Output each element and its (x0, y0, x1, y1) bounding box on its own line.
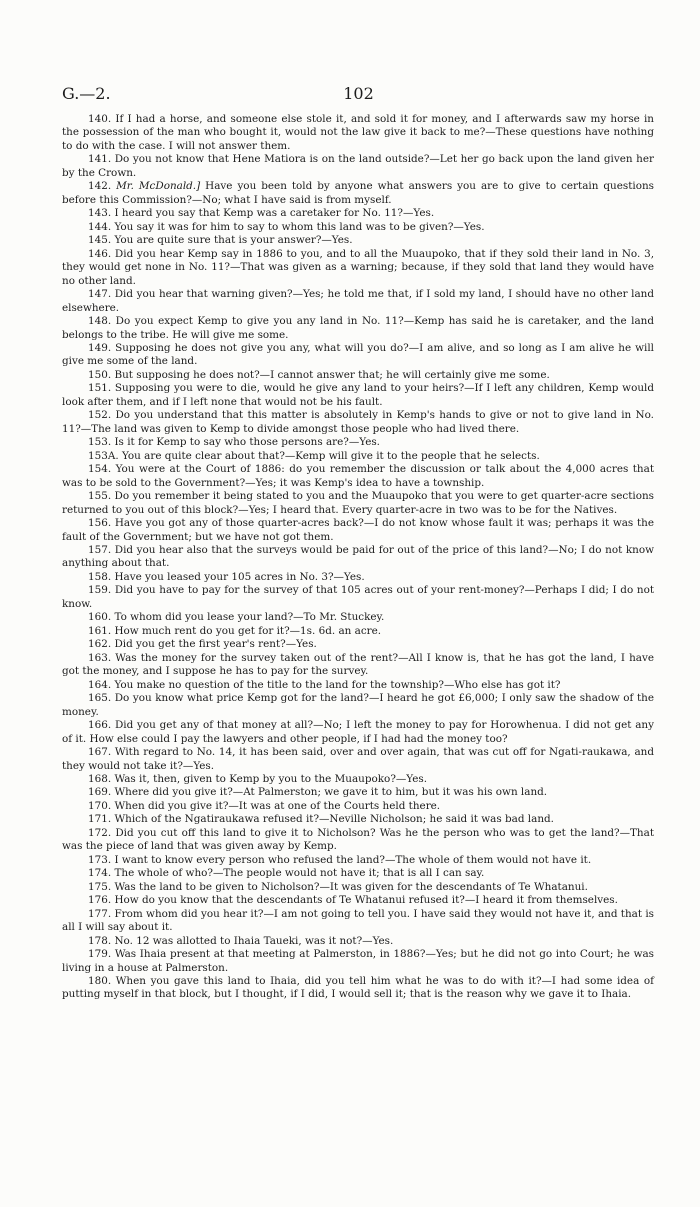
question-number: 169. (88, 786, 112, 799)
question-paragraph (62, 517, 654, 544)
question-text: Did you get any of that money at all?—No; I left the money to pay for Horowhenua. I did not get any of it. How else could I pay the lawyers and other people, if I had had the money too? (62, 719, 654, 745)
question-paragraph (62, 746, 654, 773)
question-paragraph (62, 369, 654, 382)
question-number: 171. (88, 813, 112, 826)
question-paragraph (62, 719, 654, 746)
question-number: 159. (88, 584, 112, 597)
question-paragraph (62, 948, 654, 975)
question-paragraph (62, 786, 654, 799)
question-text: Was it, then, given to Kemp by you to the Muaupoko?—Yes. (114, 772, 428, 785)
question-text: Have you got any of those quarter-acres back?—I do not know whose fault it was; perhaps it was the fault of the Government; but we have not got them. (62, 517, 655, 543)
question-text: From whom did you hear it?—I am not going to tell you. I have said they would not have it, and that is all I will say about it. (62, 907, 654, 934)
question-paragraph (62, 894, 654, 907)
question-paragraph (62, 450, 654, 463)
question-paragraph (62, 692, 654, 719)
question-paragraph (62, 207, 654, 220)
question-text: With regard to No. 14, it has been said, over and over again, that was cut off for Ngati-raukawa, and they would not take it?—Yes. (62, 746, 654, 772)
question-text: When you gave this land to Ihaia, did you tell him what he was to do with it?—I had some idea of putting myself in that block, but I thought, if I did, I would sell it; that is the reason why we gave it to Ihaia. (62, 975, 654, 1001)
question-number: 168. (88, 772, 112, 785)
question-paragraph (62, 153, 654, 180)
question-text: You are quite sure that is your answer?—Yes. (114, 234, 353, 247)
question-paragraph (62, 571, 654, 584)
question-paragraph (62, 854, 654, 867)
question-paragraph (62, 113, 654, 153)
question-text: Was the land to be given to Nicholson?—It was given for the descendants of Te Whatanui. (114, 880, 588, 893)
question-text: Have you leased your 105 acres in No. 3?—Yes. (114, 570, 365, 583)
document-reference: G.—2. (62, 84, 111, 103)
question-text: Did you hear also that the surveys would be paid for out of the price of this land?—No; I do not know anything about that. (62, 544, 654, 570)
question-number: 144. (88, 220, 112, 233)
question-text: You were at the Court of 1886: do you remember the discussion or talk about the 4,000 acres that was to be sold to the Government?—Yes; it was Kemp's idea to have a township. (62, 463, 654, 489)
question-paragraph (62, 652, 654, 679)
question-number: 140. (88, 113, 112, 125)
page-number: 102 (343, 84, 374, 103)
question-text: Was the money for the survey taken out of the rent?—All I know is, that he has got the land, I have got the money, and I suppose he has to pay for the survey. (62, 651, 654, 678)
question-text: When did you give it?—It was at one of the Courts held there. (114, 799, 441, 812)
question-paragraph (62, 975, 654, 1002)
question-number: 180. (88, 975, 112, 987)
question-paragraph (62, 679, 654, 692)
question-number: 175. (88, 880, 112, 893)
question-number: 170. (88, 799, 112, 812)
question-number: 154. (88, 463, 112, 476)
question-paragraph (62, 234, 654, 247)
question-number: 166. (88, 719, 112, 732)
question-number: 162. (88, 638, 112, 651)
question-paragraph (62, 221, 654, 234)
question-paragraph (62, 813, 654, 826)
question-paragraph (62, 288, 654, 315)
question-text: Did you cut off this land to give it to Nicholson? Was he the person who was to get the land?—That was the piece of land that was given away by Kemp. (62, 826, 654, 853)
question-paragraph (62, 638, 654, 651)
question-paragraph (62, 867, 654, 880)
question-number: 176. (88, 894, 112, 907)
question-number: 164. (88, 678, 112, 691)
question-number: 158. (88, 570, 112, 583)
speaker-name: Mr. McDonald.] (116, 180, 201, 193)
question-text: Is it for Kemp to say who those persons are?—Yes. (114, 436, 380, 449)
question-text: Have you been told by anyone what answers you are to give to certain questions before this Commission?—No; what I have said is from myself. (62, 180, 654, 206)
question-text: Do you remember it being stated to you and the Muaupoko that you were to get quarter-acre sections returned to you out of this block?—Yes; I heard that. Every quarter-acre in two was to be for the Natives. (62, 490, 654, 516)
question-text: Supposing he does not give you any, what will you do?—I am alive, and so long as I am alive he will give me some of the land. (62, 341, 654, 368)
question-text: Did you hear that warning given?—Yes; he told me that, if I sold my land, I should have no other land elsewhere. (62, 288, 654, 314)
question-paragraph (62, 544, 654, 571)
question-number: 153A. (88, 449, 119, 462)
question-paragraph (62, 625, 654, 638)
question-number: 163. (88, 651, 112, 664)
question-number: 178. (88, 934, 112, 947)
question-number: 141. (88, 153, 112, 166)
question-paragraph (62, 800, 654, 813)
question-text: To whom did you lease your land?—To Mr. Stuckey. (114, 611, 385, 624)
question-text: Supposing you were to die, would he give any land to your heirs?—If I left any children, Kemp would look after them, and if I left none that would not be his fault. (62, 382, 654, 408)
question-text: Do you know what price Kemp got for the land?—I heard he got £6,000; I only saw the shadow of the money. (62, 692, 654, 718)
question-text: Do you understand that this matter is absolutely in Kemp's hands to give or not to give land in No. 11?—The land was given to Kemp to divide amongst those people who had lived there. (62, 409, 654, 435)
question-number: 173. (88, 853, 112, 866)
question-text: Do you expect Kemp to give you any land in No. 11?—Kemp has said he is caretaker, and the land belongs to the tribe. He will give me some. (62, 315, 654, 341)
question-text: If I had a horse, and someone else stole it, and sold it for money, and I afterwards saw my horse in the possession of the man who bought it, would not the law give it back to me?—These questions have nothing to do with the case. I will not answer them. (62, 113, 655, 152)
question-paragraph (62, 584, 654, 611)
question-number: 146. (88, 247, 112, 260)
question-text: I heard you say that Kemp was a caretaker for No. 11?—Yes. (114, 207, 435, 220)
evidence-transcript (62, 113, 654, 1002)
question-text: Did you have to pay for the survey of that 105 acres out of your rent-money?—Perhaps I did; I do not know. (62, 584, 654, 610)
question-text: Where did you give it?—At Palmerston; we gave it to him, but it was his own land. (114, 786, 548, 799)
question-number: 174. (88, 867, 112, 880)
question-paragraph (62, 827, 654, 854)
question-text: I want to know every person who refused the land?—The whole of them would not have it. (114, 853, 592, 866)
question-number: 151. (88, 382, 112, 395)
question-text: You say it was for him to say to whom this land was to be given?—Yes. (114, 220, 485, 233)
question-number: 149. (88, 341, 112, 354)
question-number: 157. (88, 544, 112, 556)
question-number: 143. (88, 207, 112, 220)
question-paragraph (62, 611, 654, 624)
question-text: You are quite clear about that?—Kemp will give it to the people that he selects. (121, 449, 540, 462)
question-text: But supposing he does not?—I cannot answer that; he will certainly give me some. (114, 368, 550, 381)
question-number: 145. (88, 234, 112, 247)
question-number: 152. (88, 409, 112, 422)
question-text: Did you get the first year's rent?—Yes. (114, 638, 317, 651)
question-text: Was Ihaia present at that meeting at Palmerston, in 1886?—Yes; but he did not go into Court; he was living in a house at Palmerston. (62, 948, 654, 974)
question-number: 172. (88, 826, 112, 839)
question-number: 161. (88, 624, 112, 637)
question-text: Which of the Ngatiraukawa refused it?—Neville Nicholson; he said it was bad land. (114, 813, 554, 826)
question-paragraph (62, 180, 654, 207)
question-number: 160. (88, 611, 112, 624)
question-paragraph (62, 409, 654, 436)
question-paragraph (62, 463, 654, 490)
question-text: How much rent do you get for it?—1s. 6d. an acre. (114, 624, 382, 637)
question-number: 165. (88, 692, 112, 705)
question-paragraph (62, 935, 654, 948)
question-text: The whole of who?—The people would not have it; that is all I can say. (114, 867, 485, 880)
question-paragraph (62, 490, 654, 517)
question-paragraph (62, 881, 654, 894)
question-number: 156. (88, 517, 112, 530)
question-number: 179. (88, 948, 112, 961)
question-number: 148. (88, 315, 112, 328)
question-text: You make no question of the title to the land for the township?—Who else has got it? (114, 678, 561, 691)
question-paragraph (62, 382, 654, 409)
question-paragraph (62, 248, 654, 288)
question-number: 147. (88, 288, 112, 301)
question-number: 150. (88, 368, 112, 381)
question-text: No. 12 was allotted to Ihaia Taueki, was it not?—Yes. (114, 934, 394, 947)
question-paragraph (62, 342, 654, 369)
question-number: 177. (88, 907, 112, 920)
question-number: 142. (88, 180, 112, 193)
question-paragraph (62, 908, 654, 935)
question-paragraph (62, 315, 654, 342)
question-paragraph (62, 773, 654, 786)
question-number: 155. (88, 490, 112, 503)
question-text: Did you hear Kemp say in 1886 to you, and to all the Muaupoko, that if they sold their land in No. 3, they would get none in No. 11?—That was given as a warning; because, if they sold that land they would have no other land. (62, 247, 654, 287)
question-text: How do you know that the descendants of Te Whatanui refused it?—I heard it from themselves. (114, 894, 618, 907)
question-text: Do you not know that Hene Matiora is on the land outside?—Let her go back upon the land given her by the Crown. (62, 153, 654, 179)
question-number: 153. (88, 436, 112, 449)
question-number: 167. (88, 746, 112, 759)
question-paragraph (62, 436, 654, 449)
page-header (62, 84, 655, 104)
